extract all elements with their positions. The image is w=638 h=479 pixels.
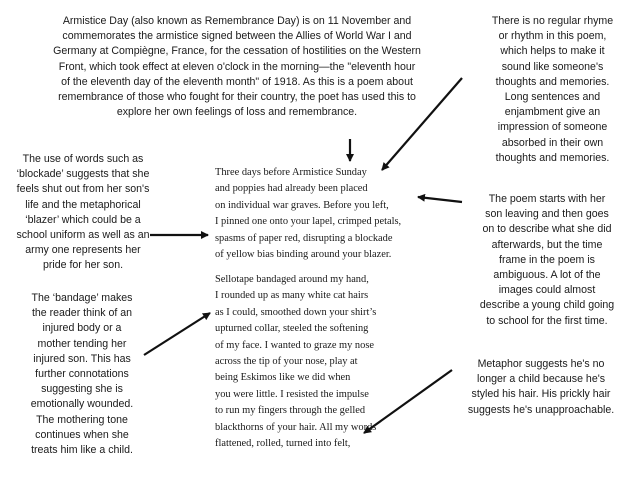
poem-line: being Eskimos like we did when [215,372,351,384]
poem-line: as I could, smoothed down your shirt’s [215,306,377,318]
poem-line: to run my fingers through the gelled [215,405,366,417]
poem-line: spasms of paper red, disrupting a blockade [215,232,393,244]
note-line: absorbed in their own [501,136,604,149]
note-line: Long sentences and [504,91,601,104]
arrow-rhyme-to-poem [382,78,462,170]
poem-line: I rounded up as many white cat hairs [215,290,369,302]
poem-line: on individual war graves. Before you left, [215,199,389,211]
note-line: ambiguous. A lot of the [493,269,601,282]
intro-line: commemorates the armistice signed between the Allies of World War I and [62,30,412,43]
poem-line: and poppies had already been placed [215,183,368,195]
note-line: images could almost [498,284,596,297]
intro-line: remembrance of those who fought for their country, the poet has used this to [58,91,416,104]
note-line: longer a child because he's [476,373,606,386]
intro-line: explore her own feelings of loss and remembrance. [116,106,358,119]
note-line: enjambment give an [504,106,601,119]
note-line: There is no regular rhyme [491,15,614,27]
note-line: The mothering tone [36,413,128,426]
note-line: life and the metaphorical [25,198,141,211]
note-line: afterwards, but the time [491,238,603,251]
note-line: frame in the poem is [499,253,595,266]
note-line: army one represents her [25,244,141,257]
note-line: The poem starts with her [488,193,606,205]
poem-line: upturned collar, steeled the softening [215,323,369,335]
poem-line: Three days before Armistice Sunday [215,167,367,178]
poem-line: of yellow bias binding around your blazer. [215,249,392,261]
note-line: Metaphor suggests he's no [477,358,605,370]
note-line: to school for the first time. [486,314,608,327]
poem-line: flattened, rolled, turned into felt, [215,438,351,450]
intro-line: Armistice Day (also known as Remembrance Day) is on 11 November and [62,15,412,27]
note-line: suggesting she is [41,383,123,396]
note-line: styled his hair. His prickly hair [471,388,611,401]
note-line: the reader think of an [31,307,133,320]
note-line: suggests he's unapproachable. [467,403,615,416]
note-line: impression of someone [497,121,608,134]
note-line: thoughts and memories. [495,151,610,164]
arrow-bandage-to-poem [144,313,210,355]
note-line: mother tending her [37,337,127,350]
poem-line: Sellotape bandaged around my hand, [215,274,369,285]
poem-line: across the tip of your nose, play at [215,356,358,368]
arrow-metaphor-to-poem [364,370,452,433]
note-line: further connotations [35,368,129,381]
poem-line: you were little. I resisted the impulse [215,388,369,400]
note-line: or rhythm in this poem, [498,30,607,43]
note-line: son leaving and then goes [485,208,609,221]
intro-line: Front, which took effect at eleven o'clock in the morning—the "eleventh hour [58,60,416,73]
note-line: treats him like a child. [31,444,133,457]
note-line: The ‘bandage’ makes [31,292,133,304]
note-line: feels shut out from her son's [16,183,150,196]
note-line: ‘blockade’ suggests that she [16,168,150,181]
note-line: school uniform as well as an [16,229,150,242]
note-line: The use of words such as [22,153,144,165]
intro-line: Germany at Compiègne, France, for the cessation of hostilities on the Western [53,45,421,58]
note-line: which helps to make it [500,45,605,58]
poem-line: of my face. I wanted to graze my nose [215,339,374,351]
poem-line: I pinned one onto your lapel, crimped petals, [215,216,402,228]
note-line: describe a young child going [479,299,615,312]
note-line: injured son. This has [33,352,131,365]
note-line: pride for her son. [42,259,124,272]
arrow-son-leaving-to-poem [418,197,462,202]
note-line: thoughts and memories. [495,75,610,88]
note-line: injured body or a [42,322,122,335]
note-line: continues when she [35,428,129,441]
intro-line: of the eleventh day of the eleventh month" of 1918. As this is a poem about [61,75,413,88]
note-line: emotionally wounded. [30,398,134,411]
note-line: ‘blazer’ which could be a [25,213,141,226]
note-line: on to describe what she did [482,223,612,236]
poem-line: blackthorns of your hair. All my words [215,421,377,433]
note-line: sound like someone's [501,60,604,73]
